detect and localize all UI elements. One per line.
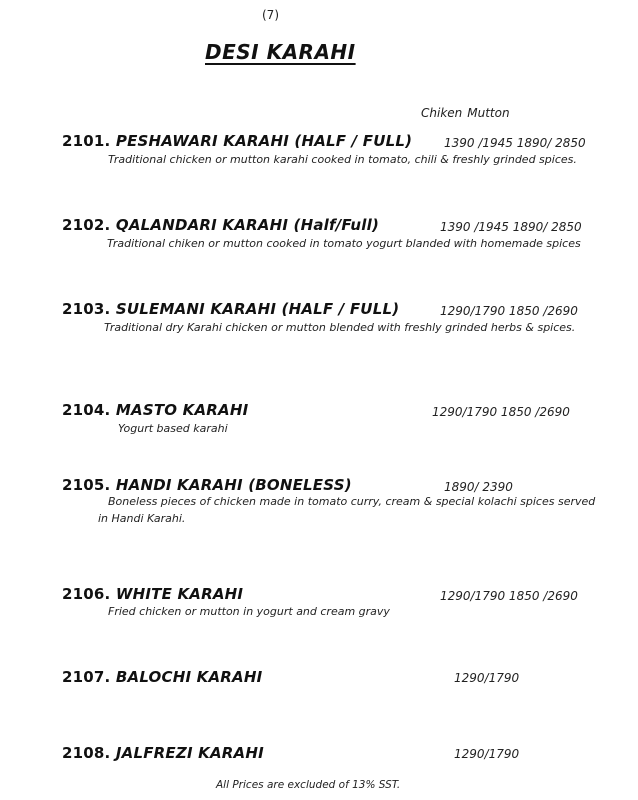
item-title bbox=[62, 216, 379, 234]
item-code: 2106. bbox=[62, 585, 111, 603]
item-code: 2104. bbox=[62, 401, 111, 419]
item-name: MASTO KARAHI bbox=[115, 401, 249, 419]
item-price: 1290/1790 bbox=[454, 747, 520, 761]
item-code: 2102. bbox=[62, 216, 111, 234]
item-description: Yogurt based karahi bbox=[118, 422, 228, 435]
item-name: PESHAWARI KARAHI (HALF / FULL) bbox=[115, 132, 413, 150]
item-price: 1890/ 2390 bbox=[444, 480, 513, 494]
item-description: Traditional chicken or mutton karahi cooked in tomato, chili & freshly grinded spices. bbox=[108, 153, 577, 166]
item-code: 2108. bbox=[62, 744, 111, 762]
column-header-mutton: Mutton bbox=[467, 106, 510, 120]
item-title bbox=[62, 401, 248, 419]
item-code: 2107. bbox=[62, 668, 111, 686]
price-column-headers bbox=[421, 106, 510, 120]
item-price: 1290/1790 1850 /2690 bbox=[440, 589, 578, 603]
item-title bbox=[62, 300, 399, 318]
item-description: Boneless pieces of chicken made in tomato curry, cream & special kolachi spices served bbox=[108, 495, 596, 508]
item-description: Traditional chiken or mutton cooked in tomato yogurt blanded with homemade spices bbox=[107, 237, 581, 250]
item-code: 2101. bbox=[62, 132, 111, 150]
item-name: SULEMANI KARAHI (HALF / FULL) bbox=[115, 300, 400, 318]
item-title bbox=[62, 744, 264, 762]
item-price: 1390 /1945 1890/ 2850 bbox=[440, 220, 582, 234]
item-title bbox=[62, 132, 412, 150]
item-name: HANDI KARAHI (BONELESS) bbox=[115, 476, 352, 494]
item-code: 2103. bbox=[62, 300, 111, 318]
item-price: 1290/1790 bbox=[454, 671, 520, 685]
page-number: (7) bbox=[262, 8, 279, 22]
item-title bbox=[62, 585, 243, 603]
item-description: Fried chicken or mutton in yogurt and cream gravy bbox=[108, 605, 390, 618]
item-name: WHITE KARAHI bbox=[115, 585, 244, 603]
item-code: 2105. bbox=[62, 476, 111, 494]
item-title bbox=[62, 668, 262, 686]
item-price: 1290/1790 1850 /2690 bbox=[432, 405, 570, 419]
item-price: 1290/1790 1850 /2690 bbox=[440, 304, 578, 318]
item-description: Traditional dry Karahi chicken or mutton blended with freshly grinded herbs & spices. bbox=[104, 321, 576, 334]
item-name: JALFREZI KARAHI bbox=[115, 744, 264, 762]
item-description-continued: in Handi Karahi. bbox=[98, 512, 186, 525]
item-name: BALOCHI KARAHI bbox=[115, 668, 263, 686]
item-name: QALANDARI KARAHI (Half/Full) bbox=[115, 216, 380, 234]
item-title bbox=[62, 476, 352, 494]
tax-note: All Prices are excluded of 13% SST. bbox=[216, 779, 401, 791]
column-header-chicken: Chiken bbox=[421, 106, 463, 120]
section-title: DESI KARAHI bbox=[205, 40, 356, 64]
item-price: 1390 /1945 1890/ 2850 bbox=[444, 136, 586, 150]
